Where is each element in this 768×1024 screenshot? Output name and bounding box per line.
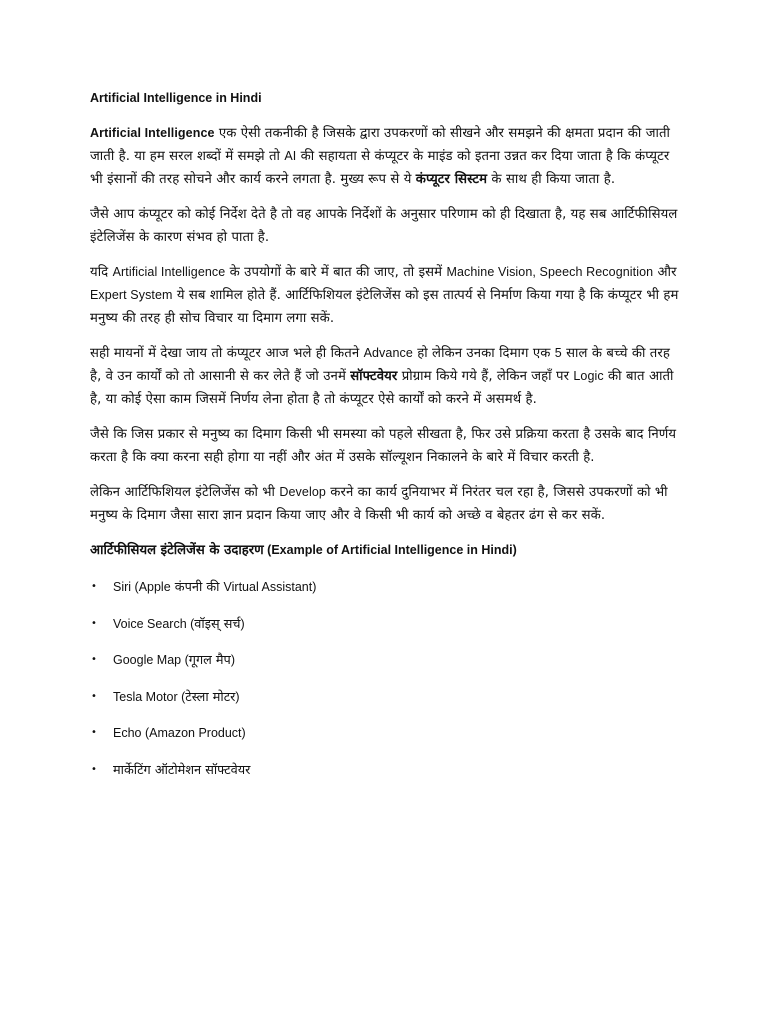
bullet-icon: • [91, 690, 97, 702]
paragraph-definition [90, 122, 680, 191]
bold-software: सॉफ्टवेयर [350, 369, 398, 384]
paragraph-text: की बात आती है, या कोई ऐसा काम जिसमें निर्णय लेना होता है तो कंप्यूटर ऐसे कार्यों को करने में असमर्थ है. [90, 369, 674, 407]
paragraph-text: साल के बच्चे की तरह है, वे उन कार्यों को तो आसानी से कर लेते हैं जो उनमें [90, 346, 671, 384]
term-advance: Advance [363, 346, 413, 360]
paragraph-limitations [90, 342, 680, 411]
paragraph-uses [90, 261, 680, 330]
document-page [90, 88, 680, 795]
paragraph-development [90, 481, 680, 527]
term-artificial-intelligence: Artificial Intelligence [112, 265, 226, 279]
paragraph-text: लेकिन आर्टिफिशियल इंटेलिजेंस को भी [90, 485, 280, 500]
term-expert-system: Expert System [90, 288, 173, 302]
term-artificial-intelligence: Artificial Intelligence [90, 126, 215, 140]
paragraph-text: करने का कार्य दुनियाभर में निरंतर चल रहा है, जिससे उपकरणों को भी मनुष्य के दिमाग जैसा सारा ज्ञान प्रदान किया जाए और वे किसी भी कार्य को अच्छे व बेहतर ढंग से कर सकें. [90, 485, 668, 523]
paragraph-human-brain: जैसे कि जिस प्रकार से मनुष्य का दिमाग किसी भी समस्या को पहले सीखता है, फिर उसे प्रक्रिया करता है उसके बाद निर्णय करता है कि क्या करना सही होगा या नहीं और अंत में उसके सॉल्यूशन निकालने के बारे में विचार करती है. [90, 427, 677, 465]
paragraph-text: प्रोग्राम किये गये हैं, लेकिन जहाँ पर [397, 369, 574, 384]
examples-heading-english: (Example of Artificial Intelligence in Hindi) [263, 543, 517, 557]
paragraph-text: के उपयोगों के बारे में बात की जाए, तो इसमें [225, 265, 447, 280]
bullet-icon: • [91, 654, 97, 665]
examples-heading [90, 539, 680, 562]
paragraph-text: यदि [90, 265, 113, 280]
paragraph-text: के साथ ही किया जाता है. [487, 172, 616, 187]
list-item: • मार्केटिंग ऑटोमेशन सॉफ्टवेयर [113, 759, 680, 782]
term-logic: Logic [573, 369, 604, 383]
bullet-icon: • [91, 763, 97, 775]
term-machine-vision: Machine Vision, Speech Recognition [446, 265, 654, 279]
term-develop: Develop [279, 485, 326, 499]
bullet-icon: • [91, 727, 97, 738]
list-item: • Siri (Apple कंपनी की Virtual Assistant) [113, 576, 680, 599]
list-item: • Voice Search (वॉइस् सर्च) [113, 613, 680, 636]
bullet-icon: • [91, 617, 97, 629]
paragraph-text: हो लेकिन उनका दिमाग एक [412, 346, 555, 361]
examples-list [90, 576, 680, 782]
paragraph-text: ये सब शामिल होते हैं. आर्टिफिशियल इंटेलिजेंस को इस तात्पर्य से निर्माण किया गया है कि कंप्यूटर भी हम मनुष्य की तरह ही सोच विचार या दिमाग लगा सकें. [90, 288, 679, 326]
paragraph-text: एक ऐसी तकनीकी है जिसके द्वारा उपकरणों को सीखने और समझने की क्षमता प्रदान की जाती जाती है. या हम सरल शब्दों में समझे तो [90, 126, 671, 164]
list-item: • Tesla Motor (टेस्ला मोटर) [113, 686, 680, 709]
paragraph-text: और [653, 265, 677, 280]
paragraph-text: की सहायता से कंप्यूटर के माइंड को इतना उन्नत कर दिया जाता है कि कंप्यूटर भी इंसानों की तरह सोचने और कार्य करने लगता है. मुख्य रूप से ये [90, 149, 670, 187]
bold-computer-system: कंप्यूटर सिस्टम [415, 172, 488, 187]
list-item: • Echo (Amazon Product) [113, 722, 680, 745]
bullet-icon: • [91, 581, 97, 592]
list-item: • Google Map (गूगल मैप) [113, 649, 680, 672]
examples-heading-hindi: आर्टिफीसियल इंटेलिजेंस के उदाहरण [90, 543, 264, 558]
document-title: Artificial Intelligence in Hindi [90, 91, 262, 105]
paragraph-instructions: जैसे आप कंप्यूटर को कोई निर्देश देते है तो वह आपके निर्देशों के अनुसार परिणाम को ही दिखाता है, यह सब आर्टिफीसियल इंटेलिजेंस के कारण संभव हो पाता है. [90, 207, 678, 245]
number-five: 5 [554, 346, 562, 360]
paragraph-text: सही मायनों में देखा जाय तो कंप्यूटर आज भले ही कितने [90, 346, 364, 361]
term-ai: AI [284, 149, 297, 163]
